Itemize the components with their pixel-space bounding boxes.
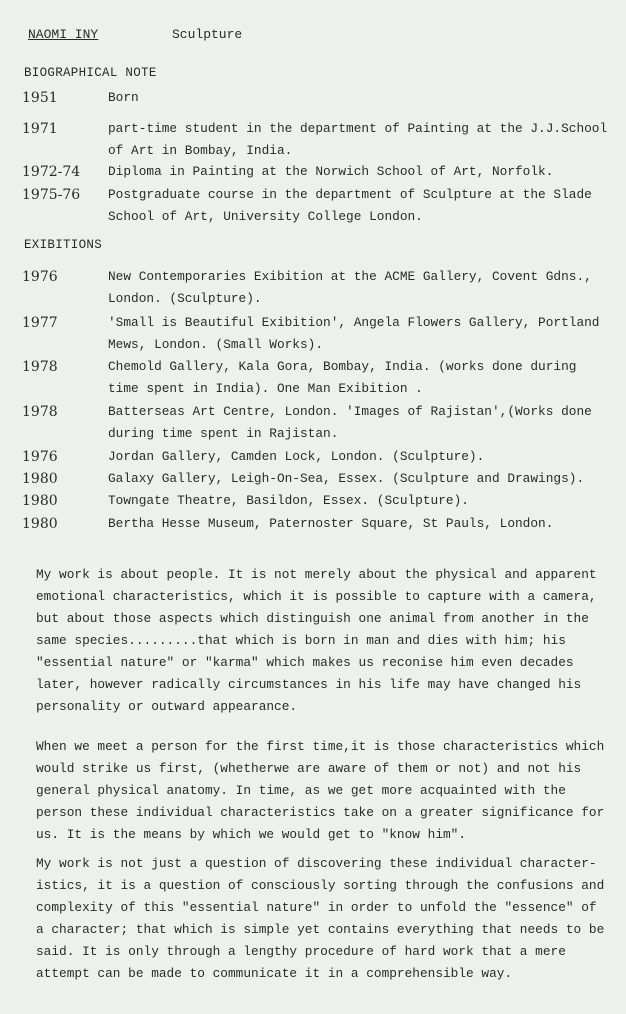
artist-discipline: Sculpture: [172, 27, 243, 42]
exhibition-text: Chemold Gallery, Kala Gora, Bombay, India. (works done during time spent in India). One Man Exibition .: [108, 359, 577, 396]
bio-text: part-time student in the department of Painting at the J.J.School of Art in Bombay, India.: [108, 121, 608, 158]
exhibition-text: Batterseas Art Centre, London. 'Images of Rajistan',(Works done during time spent in Rajistan.: [108, 404, 592, 441]
exhibition-year: 1977: [22, 315, 58, 331]
exhibition-year: 1976: [22, 269, 58, 285]
exhibition-text: 'Small is Beautiful Exibition', Angela Flowers Gallery, Portland Mews, London. (Small Works).: [108, 315, 600, 352]
exhibition-text: Galaxy Gallery, Leigh-On-Sea, Essex. (Sculpture and Drawings).: [108, 471, 585, 486]
bio-year: 1971: [22, 121, 58, 137]
statement-paragraph: My work is not just a question of discovering these individual character-istics, it is a question of consciously sorting through the confusions and complexity of this "essential nature" in order to unfold the "essence" of a character; that which is simple yet contains everything that needs to be said. It is only through a lengthy procedure of hard work that a mere attempt can be made to communicate it in a comprehensible way.: [36, 856, 605, 981]
bio-text: Postgraduate course in the department of Sculpture at the Slade School of Art, University College London.: [108, 187, 592, 224]
exhibition-text: Towngate Theatre, Basildon, Essex. (Sculpture).: [108, 493, 469, 508]
artist-name: NAOMI INY: [28, 27, 99, 42]
bio-year: 1951: [22, 90, 58, 106]
exhibition-text: Jordan Gallery, Camden Lock, London. (Sculpture).: [108, 449, 485, 464]
statement-paragraph: When we meet a person for the first time,it is those characteristics which would strike us first, (whetherwe are aware of them or not) and not his general physical anatomy. In time, as we get more acquainted with the person these individual characteristics take on a greater significance for us. It is the means by which we would get to "know him".: [36, 739, 605, 842]
statement-paragraph: My work is about people. It is not merely about the physical and apparent emotional characteristics, which it is possible to capture with a camera, but about those aspects which distinguish one animal from another in the same species.........that which is born in man and dies with him; his "essential nature" or "karma" which makes us reconise him even decades later, however radically circumstances in his life may have changed his personality or outward appearance.: [36, 567, 597, 714]
bio-text: Born: [108, 90, 139, 105]
bio-year: 1972-74: [22, 164, 81, 180]
exhibition-year: 1980: [22, 471, 58, 487]
bio-year: 1975-76: [22, 187, 81, 203]
exhibition-year: 1978: [22, 359, 58, 375]
exhibition-year: 1978: [22, 404, 58, 420]
exhibition-text: Bertha Hesse Museum, Paternoster Square, St Pauls, London.: [108, 516, 554, 531]
exhibitions-section-title: EXIBITIONS: [24, 238, 103, 252]
bio-section-title: BIOGRAPHICAL NOTE: [24, 66, 157, 80]
exhibition-year: 1980: [22, 493, 58, 509]
bio-text: Diploma in Painting at the Norwich School of Art, Norfolk.: [108, 164, 554, 179]
document-header: [28, 27, 243, 42]
exhibition-year: 1976: [22, 449, 58, 465]
exhibition-year: 1980: [22, 516, 58, 532]
exhibition-text: New Contemporaries Exibition at the ACME Gallery, Covent Gdns., London. (Sculpture).: [108, 269, 592, 306]
